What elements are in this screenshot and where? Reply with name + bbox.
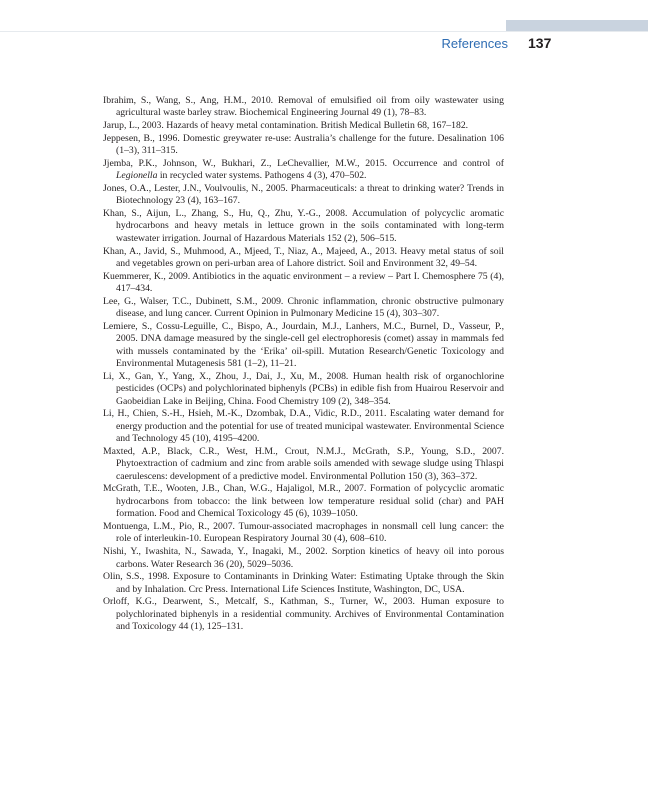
page-number: 137	[528, 35, 552, 51]
reference-italic-term: Legionella	[116, 170, 158, 182]
reference-jarup-2003: Jarup, L., 2003. Hazards of heavy metal contamination. British Medical Bulletin 68, 167–182.	[103, 120, 469, 132]
reference-text: in recycled water systems. Pathogens 4 (3), 470–502.	[157, 170, 367, 182]
reference-jones-2005: Jones, O.A., Lester, J.N., Voulvoulis, N., 2005. Pharmaceuticals: a threat to drinking water? Trends in Biotechnology 23 (4), 163–167.	[103, 182, 504, 207]
reference-list	[103, 95, 504, 634]
reference-kuemmerer-2009: Kuemmerer, K., 2009. Antibiotics in the aquatic environment – a review – Part I. Chemosphere 75 (4), 417–434.	[103, 270, 504, 295]
reference-text: Jjemba, P.K., Johnson, W., Bukhari, Z., LeChevallier, M.W., 2015. Occurrence and control of	[103, 157, 504, 169]
reference-khan-2008: Khan, S., Aijun, L., Zhang, S., Hu, Q., Zhu, Y.-G., 2008. Accumulation of polycyclic aromatic hydrocarbons and heavy metals in lettuce grown in the soils contaminated with long-term wastewater irrigation. Journal of Hazardous Materials 152 (2), 506–515.	[103, 208, 504, 244]
header-accent-bar	[506, 20, 648, 31]
header-rule	[0, 31, 648, 32]
reference-khan-2013: Khan, A., Javid, S., Muhmood, A., Mjeed, T., Niaz, A., Majeed, A., 2013. Heavy metal status of soil and vegetables grown on peri-urban area of Lahore district. Soil and Environment 32, 49–54.	[103, 245, 504, 270]
reference-ibrahim-2010: Ibrahim, S., Wang, S., Ang, H.M., 2010. Removal of emulsified oil from oily wastewater using agricultural waste barley straw. Biochemical Engineering Journal 49 (1), 78–83.	[103, 95, 504, 119]
reference-li-2011: Li, H., Chien, S.-H., Hsieh, M.-K., Dzombak, D.A., Vidic, R.D., 2011. Escalating water demand for energy production and the potential for use of treated municipal wastewater. Environmental Science and Technology 45 (10), 4195–4200.	[103, 408, 504, 445]
reference-jjemba-2015	[103, 158, 504, 183]
reference-orloff-2003: Orloff, K.G., Dearwent, S., Metcalf, S., Kathman, S., Turner, W., 2003. Human exposure to polychlorinated biphenyls in a residential community. Archives of Environmental Contamination and Toxicology 44 (1), 125–131.	[103, 596, 504, 633]
running-head: References	[441, 36, 508, 51]
reference-olin-1998: Olin, S.S., 1998. Exposure to Contaminants in Drinking Water: Estimating Uptake through the Skin and by Inhalation. Crc Press. International Life Sciences Institute, Washington, DC, USA.	[103, 571, 504, 595]
reference-mcgrath-2007: McGrath, T.E., Wooten, J.B., Chan, W.G., Hajaligol, M.R., 2007. Formation of polycyclic aromatic hydrocarbons from tobacco: the link between low temperature residual solid (char) and PAH formation. Food and Chemical Toxicology 45 (6), 1039–1050.	[103, 483, 504, 520]
reference-nishi-2002: Nishi, Y., Iwashita, N., Sawada, Y., Inagaki, M., 2002. Sorption kinetics of heavy oil into porous carbons. Water Research 36 (20), 5029–5036.	[103, 546, 504, 570]
reference-lemiere-2005: Lemiere, S., Cossu-Leguille, C., Bispo, A., Jourdain, M.J., Lanhers, M.C., Burnel, D., Vasseur, P., 2005. DNA damage measured by the single-cell gel electrophoresis (comet) assay in mammals fed with mussels contaminated by the ‘Erika’ oil-spill. Mutation Research/Genetic Toxicology and Environmental Mutagenesis 581 (1–2), 11–21.	[103, 320, 504, 370]
reference-lee-2009: Lee, G., Walser, T.C., Dubinett, S.M., 2009. Chronic inflammation, chronic obstructive pulmonary disease, and lung cancer. Current Opinion in Pulmonary Medicine 15 (4), 303–307.	[103, 295, 504, 320]
reference-jeppesen-1996: Jeppesen, B., 1996. Domestic greywater re-use: Australia’s challenge for the future. Desalination 106 (1–3), 311–315.	[103, 132, 504, 157]
reference-li-2008: Li, X., Gan, Y., Yang, X., Zhou, J., Dai, J., Xu, M., 2008. Human health risk of organochlorine pesticides (OCPs) and polychlorinated biphenyls (PCBs) in edible fish from Huairou Reservoir and Gaobeidian Lake in Beijing, China. Food Chemistry 109 (2), 348–354.	[103, 370, 504, 407]
reference-montuenga-2007: Montuenga, L.M., Pio, R., 2007. Tumour-associated macrophages in nonsmall cell lung cancer: the role of interleukin-10. European Respiratory Journal 30 (4), 608–610.	[103, 521, 504, 545]
reference-maxted-2007: Maxted, A.P., Black, C.R., West, H.M., Crout, N.M.J., McGrath, S.P., Young, S.D., 2007. Phytoextraction of cadmium and zinc from arable soils amended with sewage sludge using Thlaspi caerulescens: development of a predictive model. Environmental Pollution 150 (3), 363–372.	[103, 445, 504, 482]
